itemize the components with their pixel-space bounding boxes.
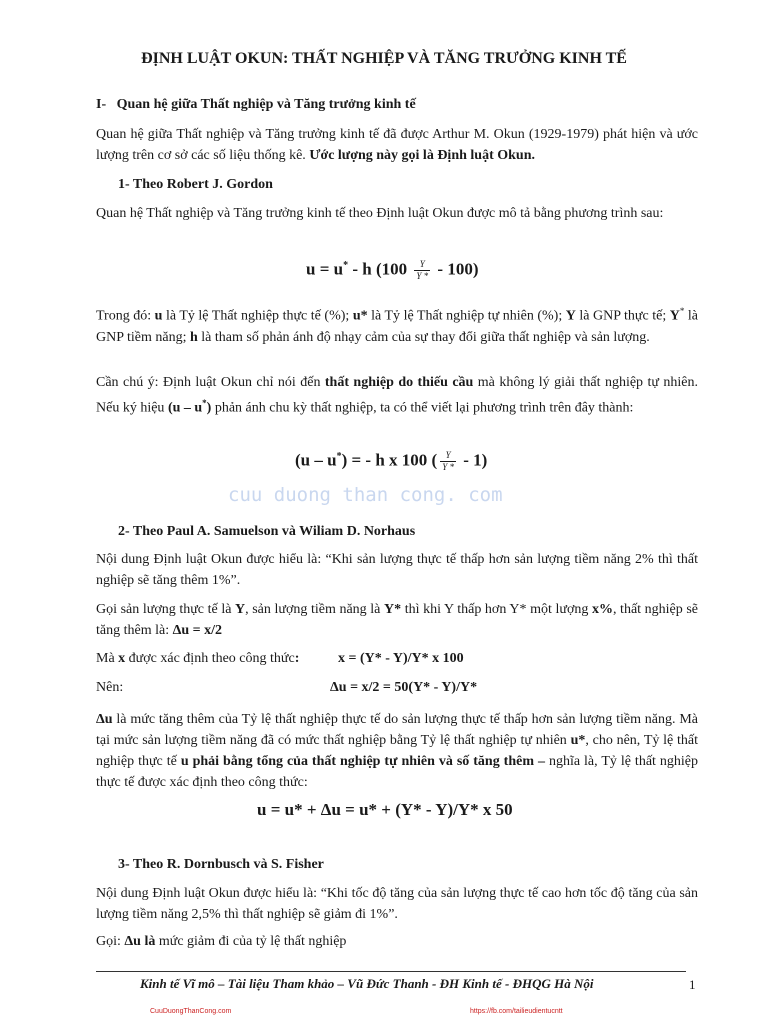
definition-paragraph: Trong đó: u là Tỷ lệ Thất nghiệp thực tế (%); u* là Tỷ lệ Thất nghiệp tự nhiên (%); Y là GNP thực tế; Y* là GNP tiềm năng; h là tham số phản ánh độ nhạy cảm của sự thay đổi giữa thất nghiệp và sản lượng.	[96, 306, 698, 345]
source-link-left[interactable]: CuuDuongThanCong.com	[150, 1008, 232, 1015]
page-number: 1	[689, 977, 696, 992]
dornbusch-paragraph: Nội dung Định luật Okun được hiểu là: “Khi tốc độ tăng của sản lượng thực tế cao hơn tốc độ tăng của sản lượng tiềm năng 2,5% thì thất nghiệp sẽ giảm đi 1%”.	[96, 886, 698, 922]
watermark: cuu duong than cong. com	[228, 484, 503, 506]
samuelson-paragraph: Nội dung Định luật Okun được hiểu là: “Khi sản lượng thực tế thấp hơn sản lượng tiềm năng 2% thì thất nghiệp sẽ tăng thêm 1%”.	[96, 552, 698, 588]
nen-label: Nên:	[96, 680, 124, 695]
equation-3: u = u* + Δu = u* + (Y* - Y)/Y* x 50	[257, 800, 513, 819]
intro-paragraph: Quan hệ giữa Thất nghiệp và Tăng trưởng kinh tế đã được Arthur M. Okun (1929-1979) phát hiện và ước lượng trên cơ sở các số liệu thống kê. Ước lượng này gọi là Định luật Okun.	[96, 127, 698, 163]
section-number: I-	[96, 97, 107, 112]
subsection-1-heading: 1- Theo Robert J. Gordon	[118, 177, 273, 192]
subsection-3-heading: 3- Theo R. Dornbusch và S. Fisher	[118, 857, 324, 872]
goi-line: Gọi: Δu là mức giảm đi của tỷ lệ thất nghiệp	[96, 934, 347, 949]
fraction: $\frac{Y}{Y *}$	[416, 259, 429, 281]
section-title: Quan hệ giữa Thất nghiệp và Tăng trưởng kinh tế	[116, 97, 416, 112]
document-title: ĐỊNH LUẬT OKUN: THẤT NGHIỆP VÀ TĂNG TRƯỞNG KINH TẾ	[141, 50, 627, 67]
equation-2: (u – u*) = - h x 100 ( $\frac{Y}{Y *}$ - 1)	[295, 450, 488, 472]
x-formula-label: Mà x được xác định theo công thức:	[96, 651, 300, 666]
source-link-right[interactable]: https://fb.com/tailieudientucntt	[470, 1008, 563, 1015]
x-formula: x = (Y* - Y)/Y* x 100	[338, 651, 464, 666]
delta-u-formula: Δu = x/2 = 50(Y* - Y)/Y*	[330, 680, 478, 695]
section-heading	[96, 97, 416, 113]
delta-u-explanation: Δu là mức tăng thêm của Tỷ lệ thất nghiệp thực tế do sản lượng thực tế thấp hơn sản lượng tiềm năng. Mà tại mức sản lượng tiềm năng đã có mức thất nghiệp bằng Tỷ lệ thất nghiệp tự nhiên u*, cho nên, Tỷ lệ thất nghiệp thực tế u phải bằng tổng của thất nghiệp tự nhiên và số tăng thêm – nghĩa là, Tỷ lệ thất nghiệp thực tế được xác định theo công thức:	[96, 712, 698, 790]
gordon-paragraph: Quan hệ Thất nghiệp và Tăng trưởng kinh tế theo Định luật Okun được mô tả bằng phương trình sau:	[96, 206, 664, 221]
footer-divider	[96, 971, 686, 972]
footer-text: Kinh tế Vĩ mô – Tài liệu Tham khảo – Vũ Đức Thanh - ĐH Kinh tế - ĐHQG Hà Nội	[140, 976, 594, 991]
equation-1: u = u* - h (100 $\frac{Y}{Y *}$ - 100)	[306, 259, 479, 281]
subsection-2-heading: 2- Theo Paul A. Samuelson và Wiliam D. Norhaus	[118, 524, 416, 539]
gdp-definition-paragraph: Gọi sản lượng thực tế là Y, sản lượng tiềm năng là Y* thì khi Y thấp hơn Y* một lượng x%, thất nghiệp sẽ tăng thêm là: Δu = x/2	[96, 602, 698, 638]
fraction: $\frac{Y}{Y *}$	[442, 450, 454, 472]
note-paragraph: Cần chú ý: Định luật Okun chỉ nói đến thất nghiệp do thiếu cầu mà không lý giải thất nghiệp tự nhiên. Nếu ký hiệu (u – u*) phản ánh chu kỳ thất nghiệp, ta có thể viết lại phương trình trên đây thành:	[96, 375, 698, 416]
